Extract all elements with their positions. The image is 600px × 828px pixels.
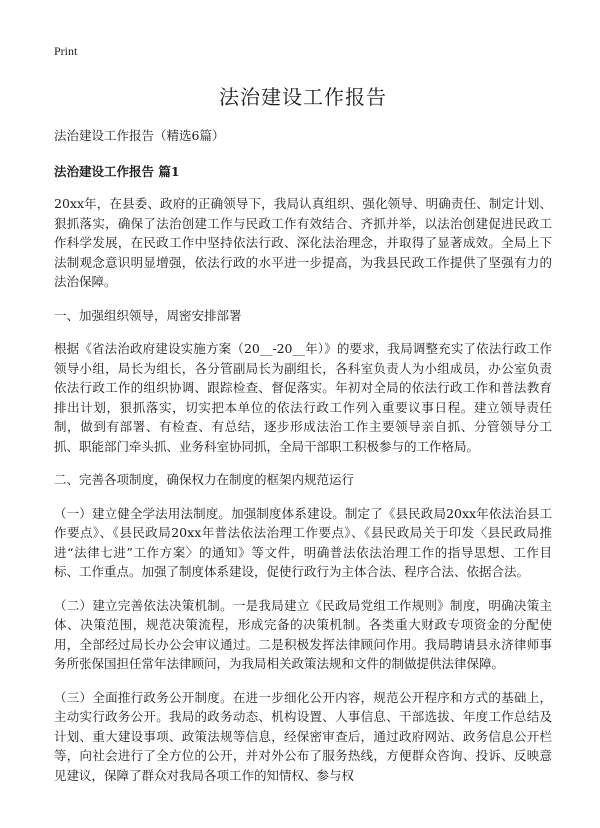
document-subtitle: 法治建设工作报告（精选6篇） [54, 128, 225, 143]
intro-paragraph: 20xx年，在县委、政府的正确领导下，我局认真组织、强化领导、明确责任、制定计划、狠抓落实，确保了法治创建工作与民政工作有效结合、齐抓并举，以法治创建促进民政工作科学发展，在民政工作中坚持依法行政、深化法治理念，并取得了显著成效。全局上下法制观念意识明显增强，依法行政的水平进一步提高，为我县民政工作提供了坚强有力的法治保障。 [54, 196, 552, 289]
paragraph-organization: 根据《省法治政府建设实施方案（20__-20__年）》的要求，我局调整充实了依法行政工作领导小组，局长为组长，各分管副局长为副组长，各科室负责人为小组成员，办公室负责依法行政工作的组织协调、跟踪检查、督促落实。年初对全局的依法行政工作和普法教育排出计划，狠抓落实，切实把本单位的依法行政工作列入重要议事日程。建立领导责任制，做到有部署、有检查、有总结，逐步形成法治工作主要领导亲自抓、分管领导分工抓、职能部门牵头抓、业务科室协同抓，全局干部职工积极参与的工作格局。 [54, 341, 552, 454]
page-title: 法治建设工作报告 [219, 85, 387, 109]
paragraph-public-affairs: （三）全面推行政务公开制度。在进一步细化公开内容，规范公开程序和方式的基础上，主动实行政务公开。我局的政务动态、机构设置、人事信息、干部选拔、年度工作总结及计划、重大建设事项、政策法规等信息，经保密审查后，通过政府网站、政务信息公开栏等，向社会进行了全方位的公开，并对外公布了服务热线，方便群众咨询、投诉、反映意见建议，保障了群众对我局各项工作的知情权、参与权 [54, 689, 552, 783]
heading-organization: 一、加强组织领导，周密安排部署 [54, 307, 242, 323]
paragraph-decision-making: （二）建立完善依法决策机制。一是我局建立《民政局党组工作规则》制度，明确决策主体、决策范围，规范决策流程，形成完备的决策机制。各类重大财政专项资金的分配使用，全部经过局长办公会审议通过。二是积极发挥法律顾问作用。我局聘请县永济律师事务所张保国担任常年法律顾问，为我局相关政策法规和文件的制做提供法律保障。 [54, 597, 552, 671]
paragraph-study-law: （一）建立健全学法用法制度。加强制度体系建设。制定了《县民政局20xx年依法治县工作要点》、《县民政局20xx年普法依法治理工作要点》、《县民政局关于印发〈县民政局推进“法律七进”工作方案〉的通知》等文件，明确普法依法治理工作的指导思想、工作目标、工作重点。加强了制度体系建设，促使行政行为主体合法、程序合法、依据合法。 [54, 505, 552, 579]
section-title: 法治建设工作报告 篇1 [54, 164, 180, 179]
print-link[interactable]: Print [54, 44, 78, 58]
heading-systems: 二、完善各项制度，确保权力在制度的框架内规范运行 [54, 472, 355, 487]
